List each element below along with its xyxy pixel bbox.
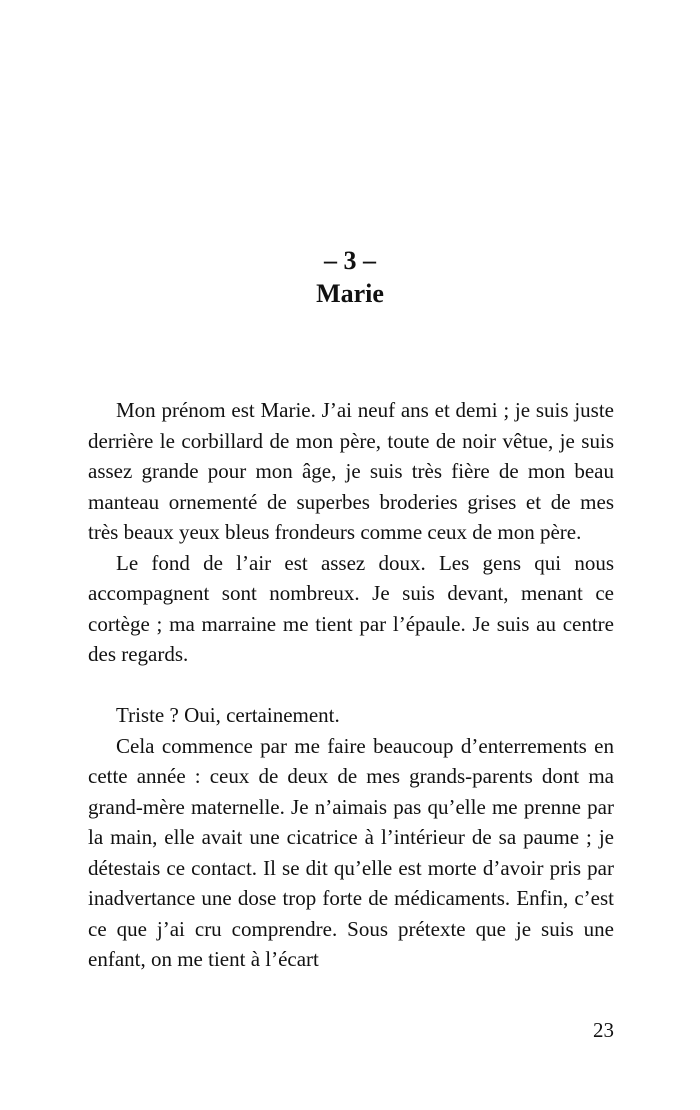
paragraph-3: Triste ? Oui, certainement. (116, 703, 340, 727)
chapter-number: – 3 – (324, 246, 376, 275)
body-text (88, 395, 614, 975)
page-number: 23 (593, 1018, 614, 1042)
section-break (88, 670, 614, 701)
chapter-title: Marie (316, 279, 384, 308)
paragraph-1: Mon prénom est Marie. J’ai neuf ans et demi ; je suis juste derrière le corbillard de mon père, toute de noir vêtue, je suis assez grande pour mon âge, je suis très fière de mon beau manteau ornementé de superbes broderies grises et de mes très beaux yeux bleus frondeurs comme ceux de mon père. (88, 398, 614, 544)
paragraph-4: Cela commence par me faire beaucoup d’enterrements en cette année : ceux de deux de mes grands-parents dont ma grand-mère maternelle. Je n’aimais pas qu’elle me prenne par la main, elle avait une cicatrice à l’intérieur de sa paume ; je détestais ce contact. Il se dit qu’elle est morte d’avoir pris par inadvertance une dose trop forte de médicaments. Enfin, c’est ce que j’ai cru comprendre. Sous prétexte que je suis une enfant, on me tient à l’écart (88, 733, 614, 971)
paragraph-2: Le fond de l’air est assez doux. Les gens qui nous accompagnent sont nombreux. Je suis devant, menant ce cortège ; ma marraine me tient par l’épaule. Je suis au centre des regards. (88, 550, 614, 666)
chapter-heading (0, 244, 700, 310)
